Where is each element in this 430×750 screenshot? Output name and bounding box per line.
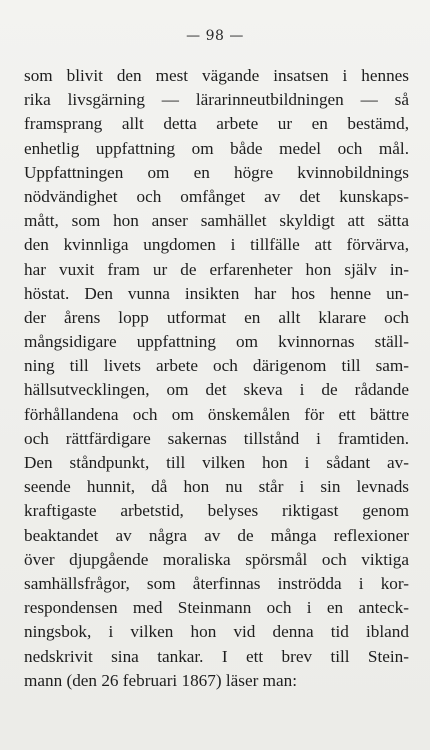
text-line: respondensen med Steinmann och i en anteck- (24, 598, 409, 618)
text-line: ning till livets arbete och därigenom till sam- (24, 356, 409, 376)
text-line: framsprang allt detta arbete ur en bestämd, (24, 114, 409, 134)
text-line: förhållandena och om önskemålen för ett bättre (24, 404, 409, 424)
text-line: kraftigaste arbetstid, belyses riktigast genom (24, 501, 409, 521)
page-number: — 98 — (186, 28, 244, 44)
text-line: mått, som hon anser samhället skyldigt att sätta (24, 211, 409, 231)
text-line: har vuxit fram ur de erfarenheter hon själv in- (24, 259, 409, 279)
text-line: den kvinnliga ungdomen i tillfälle att förvärva, (24, 235, 409, 255)
text-line: över djupgående moraliska spörsmål och viktiga (24, 549, 409, 569)
text-line: höstat. Den vunna insikten har hos henne un- (24, 283, 409, 303)
text-line: der årens lopp utformat en allt klarare och (24, 307, 409, 327)
text-line: rika livsgärning — lärarinneutbildningen — så (24, 90, 409, 110)
text-line: och rättfärdigare sakernas tillstånd i framtiden. (24, 428, 409, 448)
text-line: enhetlig uppfattning om både medel och mål. (24, 138, 409, 158)
text-line: samhällsfrågor, som återfinnas inströdda i kor- (24, 573, 409, 593)
text-line: hällsutvecklingen, om det skeva i de rådande (24, 380, 409, 400)
text-line: beaktandet av några av de många reflexioner (24, 525, 409, 545)
text-line: Den ståndpunkt, till vilken hon i sådant av- (24, 453, 409, 472)
text-line: som blivit den mest vägande insatsen i hennes (24, 66, 409, 85)
text-line: ningsbok, i vilken hon vid denna tid ibland (24, 622, 409, 642)
text-line: mann (den 26 februari 1867) läser man: (24, 670, 297, 690)
text-line: nedskrivit sina tankar. I ett brev till Stein- (24, 646, 409, 666)
text-line: seende hunnit, då hon nu står i sin levnads (24, 477, 409, 497)
text-line: Uppfattningen om en högre kvinnobildnings (24, 162, 409, 182)
body-text (24, 64, 409, 693)
text-line: nödvändighet och omfånget av det kunskaps- (24, 186, 409, 206)
text-line: mångsidigare uppfattning om kvinnornas ställ- (24, 332, 409, 352)
